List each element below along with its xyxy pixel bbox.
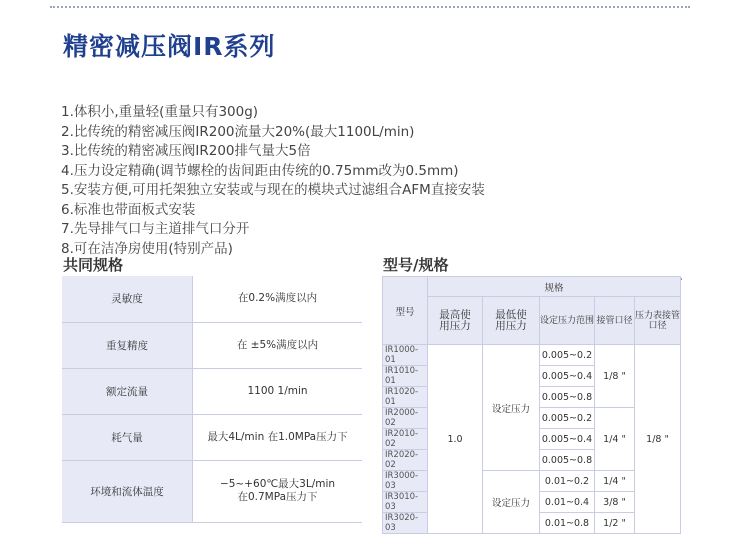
feature-item: 1.体积小,重量轻(重量只有300g) [61,104,259,120]
port-cell: 1/4 " [595,471,635,492]
spec-value-line: 在0.2%满度以内 [237,292,318,305]
range-cell: 0.005~0.2 [540,345,595,366]
spec-value-line: 在 ±5%满度以内 [236,338,319,351]
table-header-row [383,277,681,297]
range-cell: 0.01~0.2 [540,471,595,492]
col-port-header: 接管口径 [595,297,635,345]
port-cell: 1/2 " [595,513,635,534]
feature-item: 6.标准也带面板式安装 [61,201,196,218]
port-cell: 3/8 " [595,492,635,513]
table-row [62,276,362,322]
port-cell: 1/8 " [595,345,635,408]
range-cell: 0.01~0.4 [540,492,595,513]
model-cell: IR1020-01 [383,387,428,408]
model-cell: IR3010-03 [383,492,428,513]
spec-value [193,460,363,522]
table-row [62,368,362,414]
col-min-label: 最低使用压力 [495,308,527,332]
model-cell: IR3020-03 [383,513,428,534]
col-spec-header: 规格 [428,277,681,297]
model-spec-heading: 型号/规格 [383,256,449,274]
spec-value [193,414,363,460]
feature-item: 7.先导排气口与主道排气口分开 [61,221,250,237]
table-row [383,345,681,366]
model-cell: IR1010-01 [383,366,428,387]
feature-item: 8.可在洁净房使用(特别产品) [61,240,233,257]
range-cell: 0.005~0.2 [540,408,595,429]
spec-value-line: −5~+60℃最大3L/min [219,478,336,490]
spec-value-line: 最大4L/min 在1.0MPa压力下 [207,430,348,443]
spec-value [193,368,363,414]
col-gauge-header: 压力表接管口径 [635,297,681,345]
range-cell: 0.005~0.4 [540,366,595,387]
spec-value [193,276,363,322]
spec-label: 灵敏度 [62,276,193,322]
model-cell: IR2000-02 [383,408,428,429]
col-model-header: 型号 [383,277,428,345]
max-pressure-cell: 1.0 [428,345,483,534]
range-cell: 0.005~0.8 [540,450,595,471]
model-cell: IR2020-02 [383,450,428,471]
spec-value-line: 在0.7MPa压力下 [237,491,318,503]
range-cell: 0.01~0.8 [540,513,595,534]
spec-value-line: 1100 1/min [247,384,308,397]
common-spec-table [62,276,362,523]
range-cell: 0.005~0.4 [540,429,595,450]
feature-item: 4.压力设定精确(调节螺栓的齿间距由传统的0.75mm改为0.5mm) [61,162,459,179]
min-pressure-cell: 设定压力 [483,471,540,534]
min-pressure-cell: 设定压力 [483,345,540,471]
model-cell: IR3000-03 [383,471,428,492]
col-max-header [428,297,483,345]
spec-label: 耗气量 [62,414,193,460]
model-cell: IR1000-01 [383,345,428,366]
spec-label: 额定流量 [62,368,193,414]
top-dotted-rule [50,6,690,8]
table-row [62,414,362,460]
spec-label: 环境和流体温度 [62,460,193,522]
feature-item: 5.安装方便,可用托架独立安装或与现在的模块式过滤组合AFM直接安装 [61,182,485,198]
model-spec-table [382,276,681,534]
feature-item: 3.比传统的精密减压阀IR200排气量大5倍 [61,143,311,159]
table-row [62,460,362,522]
feature-item: 2.比传统的精密减压阀IR200流量大20%(最大1100L/min) [61,123,415,140]
table-row [62,322,362,368]
port-cell: 1/4 " [595,408,635,471]
range-cell: 0.005~0.8 [540,387,595,408]
common-spec-heading: 共同规格 [63,256,124,274]
gauge-cell: 1/8 " [635,345,681,534]
spec-value [193,322,363,368]
spec-label: 重复精度 [62,322,193,368]
table-header-row [383,297,681,345]
col-max-label: 最高使用压力 [439,308,471,332]
page-title: 精密减压阀IR系列 [63,32,276,61]
model-cell: IR2010-02 [383,429,428,450]
col-min-header [483,297,540,345]
feature-list [61,103,485,259]
col-range-header: 设定压力范围 [540,297,595,345]
